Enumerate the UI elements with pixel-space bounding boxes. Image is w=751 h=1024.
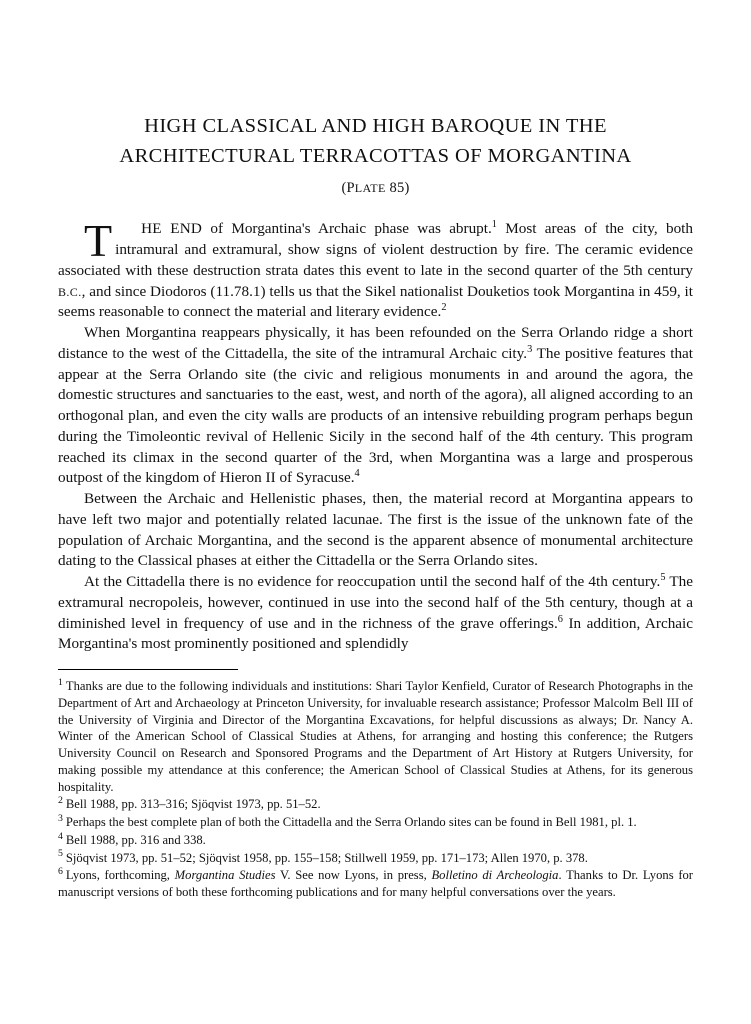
paragraph-1-bc: B.C. [58,284,82,299]
paragraph-4 [58,572,693,655]
plate-reference [58,180,693,197]
footnotes-section [58,678,693,901]
footnote-6-text-post: . Thanks to Dr. Lyons for manuscript versions of both these forthcoming publications and for many helpful conversations over the years. [58,868,693,899]
footnote-4-number: 4 [58,830,63,842]
paragraph-1-text-a: of Morgantina's Archaic phase was abrupt. [202,220,492,238]
footnote-ref-6[interactable]: 6 [557,613,563,625]
title-line-2: ARCHITECTURAL TERRACOTTAS OF MORGANTINA [119,144,632,167]
paragraph-4-text-a: At the Cittadella there is no evidence for reoccupation until the second half of the 4th century. [84,573,661,591]
plate-smallcaps: LATE [354,181,386,196]
footnote-6-italic-1: Morgantina Studies [174,868,276,883]
paragraph-4-text-b: The extramural necropoleis, however, continued in use into the second half of the 5th century, though at a diminished level in frequency of use and in the richness of the grave offerings. [58,573,693,632]
paragraph-1 [58,215,693,323]
paragraph-3: Between the Archaic and Hellenistic phases, then, the material record at Morgantina appears to have left two major and potentially related lacunae. The first is the issue of the unknown fate of the population of Archaic Morgantina, and the second is the apparent absence of monumental architecture dating to the Classical phases at either the Cittadella or the Serra Orlando sites. [58,490,693,570]
footnote-5-text: Sjöqvist 1973, pp. 51–52; Sjöqvist 1958, pp. 155–158; Stillwell 1959, pp. 171–173; Allen 1970, p. 378. [65,850,588,865]
paragraph-2-text-a: When Morgantina reappears physically, it has been refounded on the Serra Orlando ridge a short distance to the west of the Cittadella, the site of the intramural Archaic city. [58,324,693,362]
footnote-3-number: 3 [58,812,63,824]
paragraph-2-text-b: The positive features that appear at the Serra Orlando site (the civic and religious monuments in and around the agora, the domestic structures and sanctuaries to the east, west, and north of the agora), all aligned according to an orthogonal plan, and even the city walls are products of an intensive rebuilding program perhaps begun during the Timoleontic revival of Hellenic Sicily in the second half of the 4th century. This program reached its climax in the second quarter of the 3rd, when Morgantina was a large and prosperous outpost of the kingdom of Hieron II of Syracuse. [58,344,693,487]
footnote-3 [58,814,693,831]
drop-cap: T [84,215,113,267]
footnote-6 [58,867,693,900]
footnote-6-number: 6 [58,866,63,878]
plate-suffix: 85) [385,180,410,197]
footnote-2 [58,796,693,813]
footnote-3-text: Perhaps the best complete plan of both the Cittadella and the Serra Orlando sites can be found in Bell 1981, pl. 1. [65,815,637,830]
footnote-1 [58,678,693,795]
footnote-4 [58,832,693,849]
footnote-divider [58,669,238,670]
footnote-ref-1[interactable]: 1 [491,219,497,231]
paragraph-2 [58,323,693,489]
paragraph-1-lead: HE END [141,220,203,238]
article-title [58,112,693,171]
paragraph-4-text-c: In addition, Archaic Morgantina's most prominently positioned and splendidly [58,614,693,653]
footnote-5-number: 5 [58,848,63,860]
footnote-1-text: Thanks are due to the following individuals and institutions: Shari Taylor Kenfield, Curator of Research Photographs in the Department of Art and Archaeology at Princeton University, for invaluable research assistance; Professor Malcolm Bell III of the University of Virginia and Director of the Morgantina Excavations, for helpful discussions as always; Dr. Nancy A. Winter of the American School of Classical Studies at Athens, for arranging and hosting this conference; the Rutgers University Council on Research and Sponsored Programs and the Department of Art History at Rutgers University, for making possible my attendance at this conference; the American School of Classical Studies at Athens, for its generous hospitality. [58,679,693,794]
footnote-ref-2[interactable]: 2 [441,302,447,314]
plate-prefix: (P [341,180,355,197]
paragraph-1-text-c: , and since Diodoros (11.78.1) tells us that the Sikel nationalist Douketios took Morgantina in 459, it seems reasonable to connect the material and literary evidence. [58,282,693,321]
footnote-6-text-mid: V. See now Lyons, in press, [275,868,432,883]
footnote-4-text: Bell 1988, pp. 316 and 338. [65,832,206,847]
footnote-6-italic-2: Bolletino di Archeologia [431,868,559,883]
footnote-2-text: Bell 1988, pp. 313–316; Sjöqvist 1973, pp. 51–52. [65,797,321,812]
footnote-ref-3[interactable]: 3 [527,343,533,355]
body-text [58,215,693,655]
footnote-2-number: 2 [58,795,63,807]
footnote-5 [58,850,693,867]
footnote-6-text-pre: Lyons, forthcoming, [65,868,175,883]
footnote-ref-4[interactable]: 4 [354,468,360,480]
footnote-ref-5[interactable]: 5 [660,572,666,584]
paragraph-1-text-b: Most areas of the city, both intramural and extramural, show signs of violent destruction by fire. The ceramic evidence associated with these destruction strata dates this event to late in the second quarter of the 5th century [58,220,693,279]
footnote-1-number: 1 [58,677,63,688]
title-line-1: HIGH CLASSICAL AND HIGH BAROQUE IN THE [144,115,607,137]
